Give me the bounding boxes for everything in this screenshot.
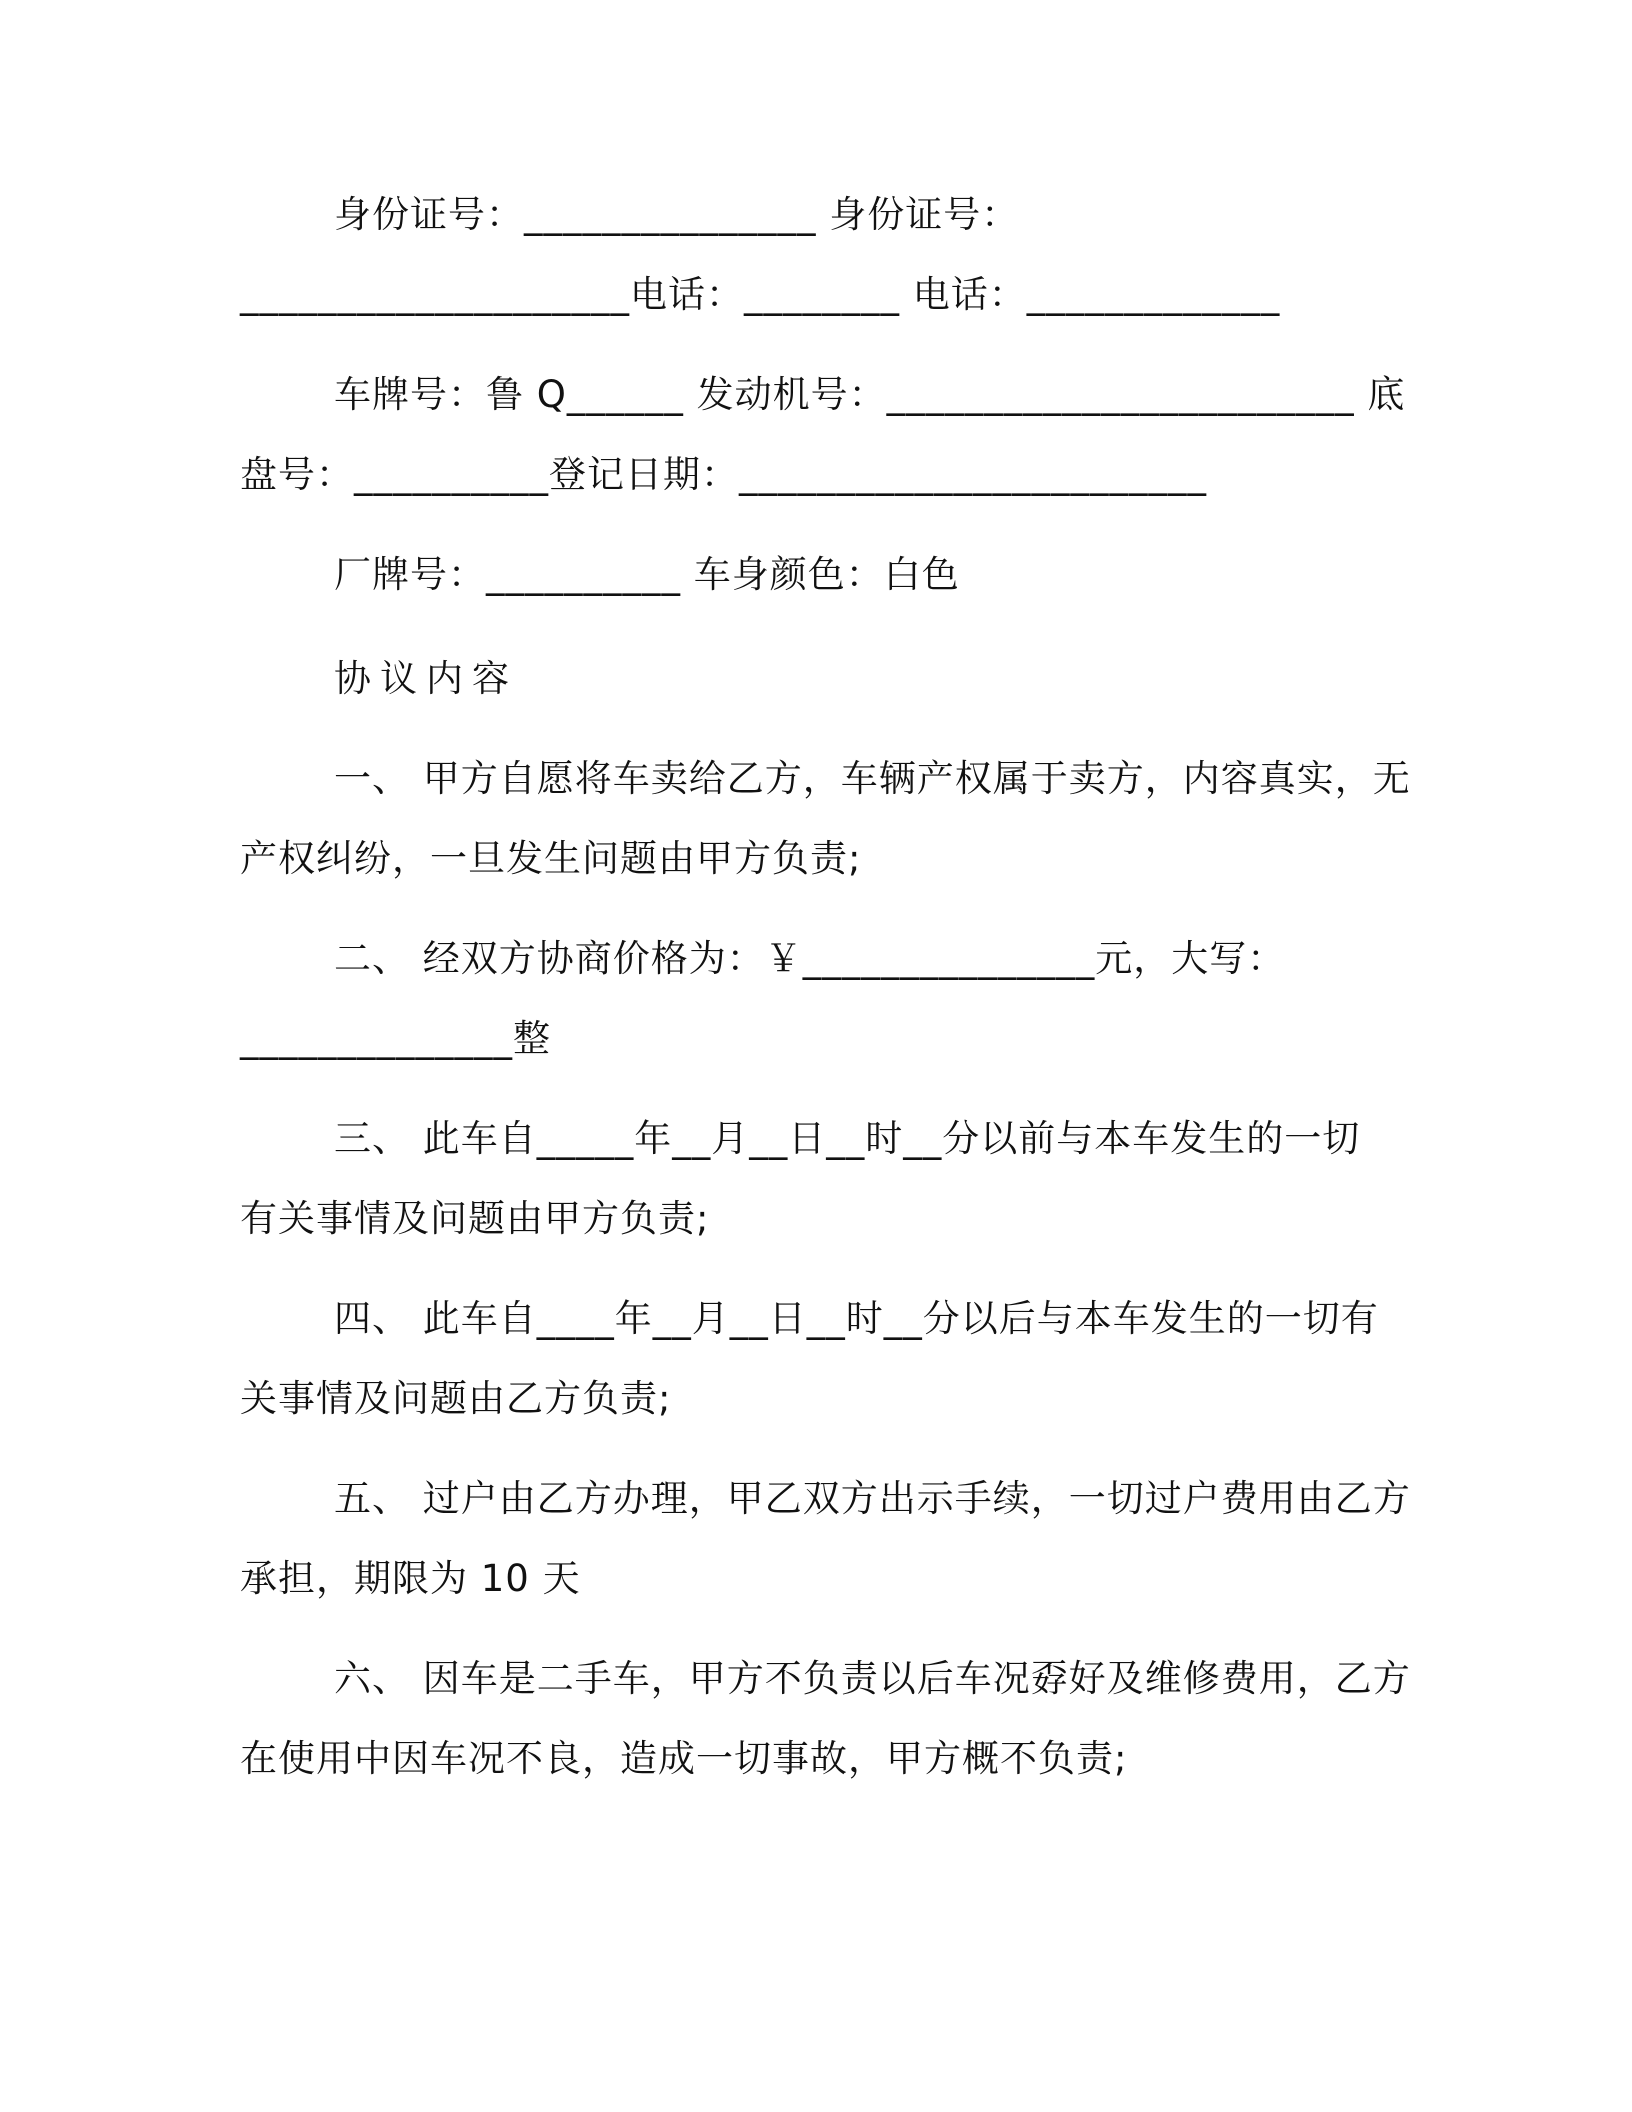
clause-4-line-1: 四、 此车自____年__月__日__时__分以后与本车发生的一切有	[334, 1297, 1379, 1340]
chassis-registration-line: 盘号：__________登记日期：________________________	[240, 453, 1207, 496]
clause-5-line-1: 五、 过户由乙方办理，甲乙双方出示手续，一切过户费用由乙方	[334, 1477, 1411, 1520]
clause-3-line-2: 有关事情及问题由甲方负责;	[240, 1197, 710, 1240]
clause-1-line-1: 一、 甲方自愿将车卖给乙方，车辆产权属于卖方，内容真实，无	[334, 757, 1411, 800]
clause-2-line-2: ______________整	[240, 1017, 551, 1060]
id-number-line: 身份证号：_______________ 身份证号：	[334, 193, 1020, 236]
clause-1-line-2: 产权纠纷，一旦发生问题由甲方负责;	[240, 837, 862, 880]
agreement-heading: 协议内容	[334, 657, 518, 700]
phone-line: ____________________电话：________ 电话：_____________	[240, 273, 1281, 316]
clause-6-line-2: 在使用中因车况不良，造成一切事故，甲方概不负责;	[240, 1737, 1128, 1780]
clause-4-line-2: 关事情及问题由乙方负责;	[240, 1377, 672, 1420]
plate-engine-line: 车牌号：鲁 Q______ 发动机号：________________________ 底	[334, 373, 1406, 416]
brand-color-line: 厂牌号：__________ 车身颜色：白色	[334, 553, 960, 596]
clause-5-line-2: 承担，期限为 10 天	[240, 1557, 581, 1600]
clause-6-line-1: 六、 因车是二手车，甲方不负责以后车况孬好及维修费用，乙方	[334, 1657, 1411, 1700]
clause-2-line-1: 二、 经双方协商价格为：￥_______________元，大写：	[334, 937, 1286, 980]
clause-3-line-1: 三、 此车自_____年__月__日__时__分以前与本车发生的一切	[334, 1117, 1361, 1160]
